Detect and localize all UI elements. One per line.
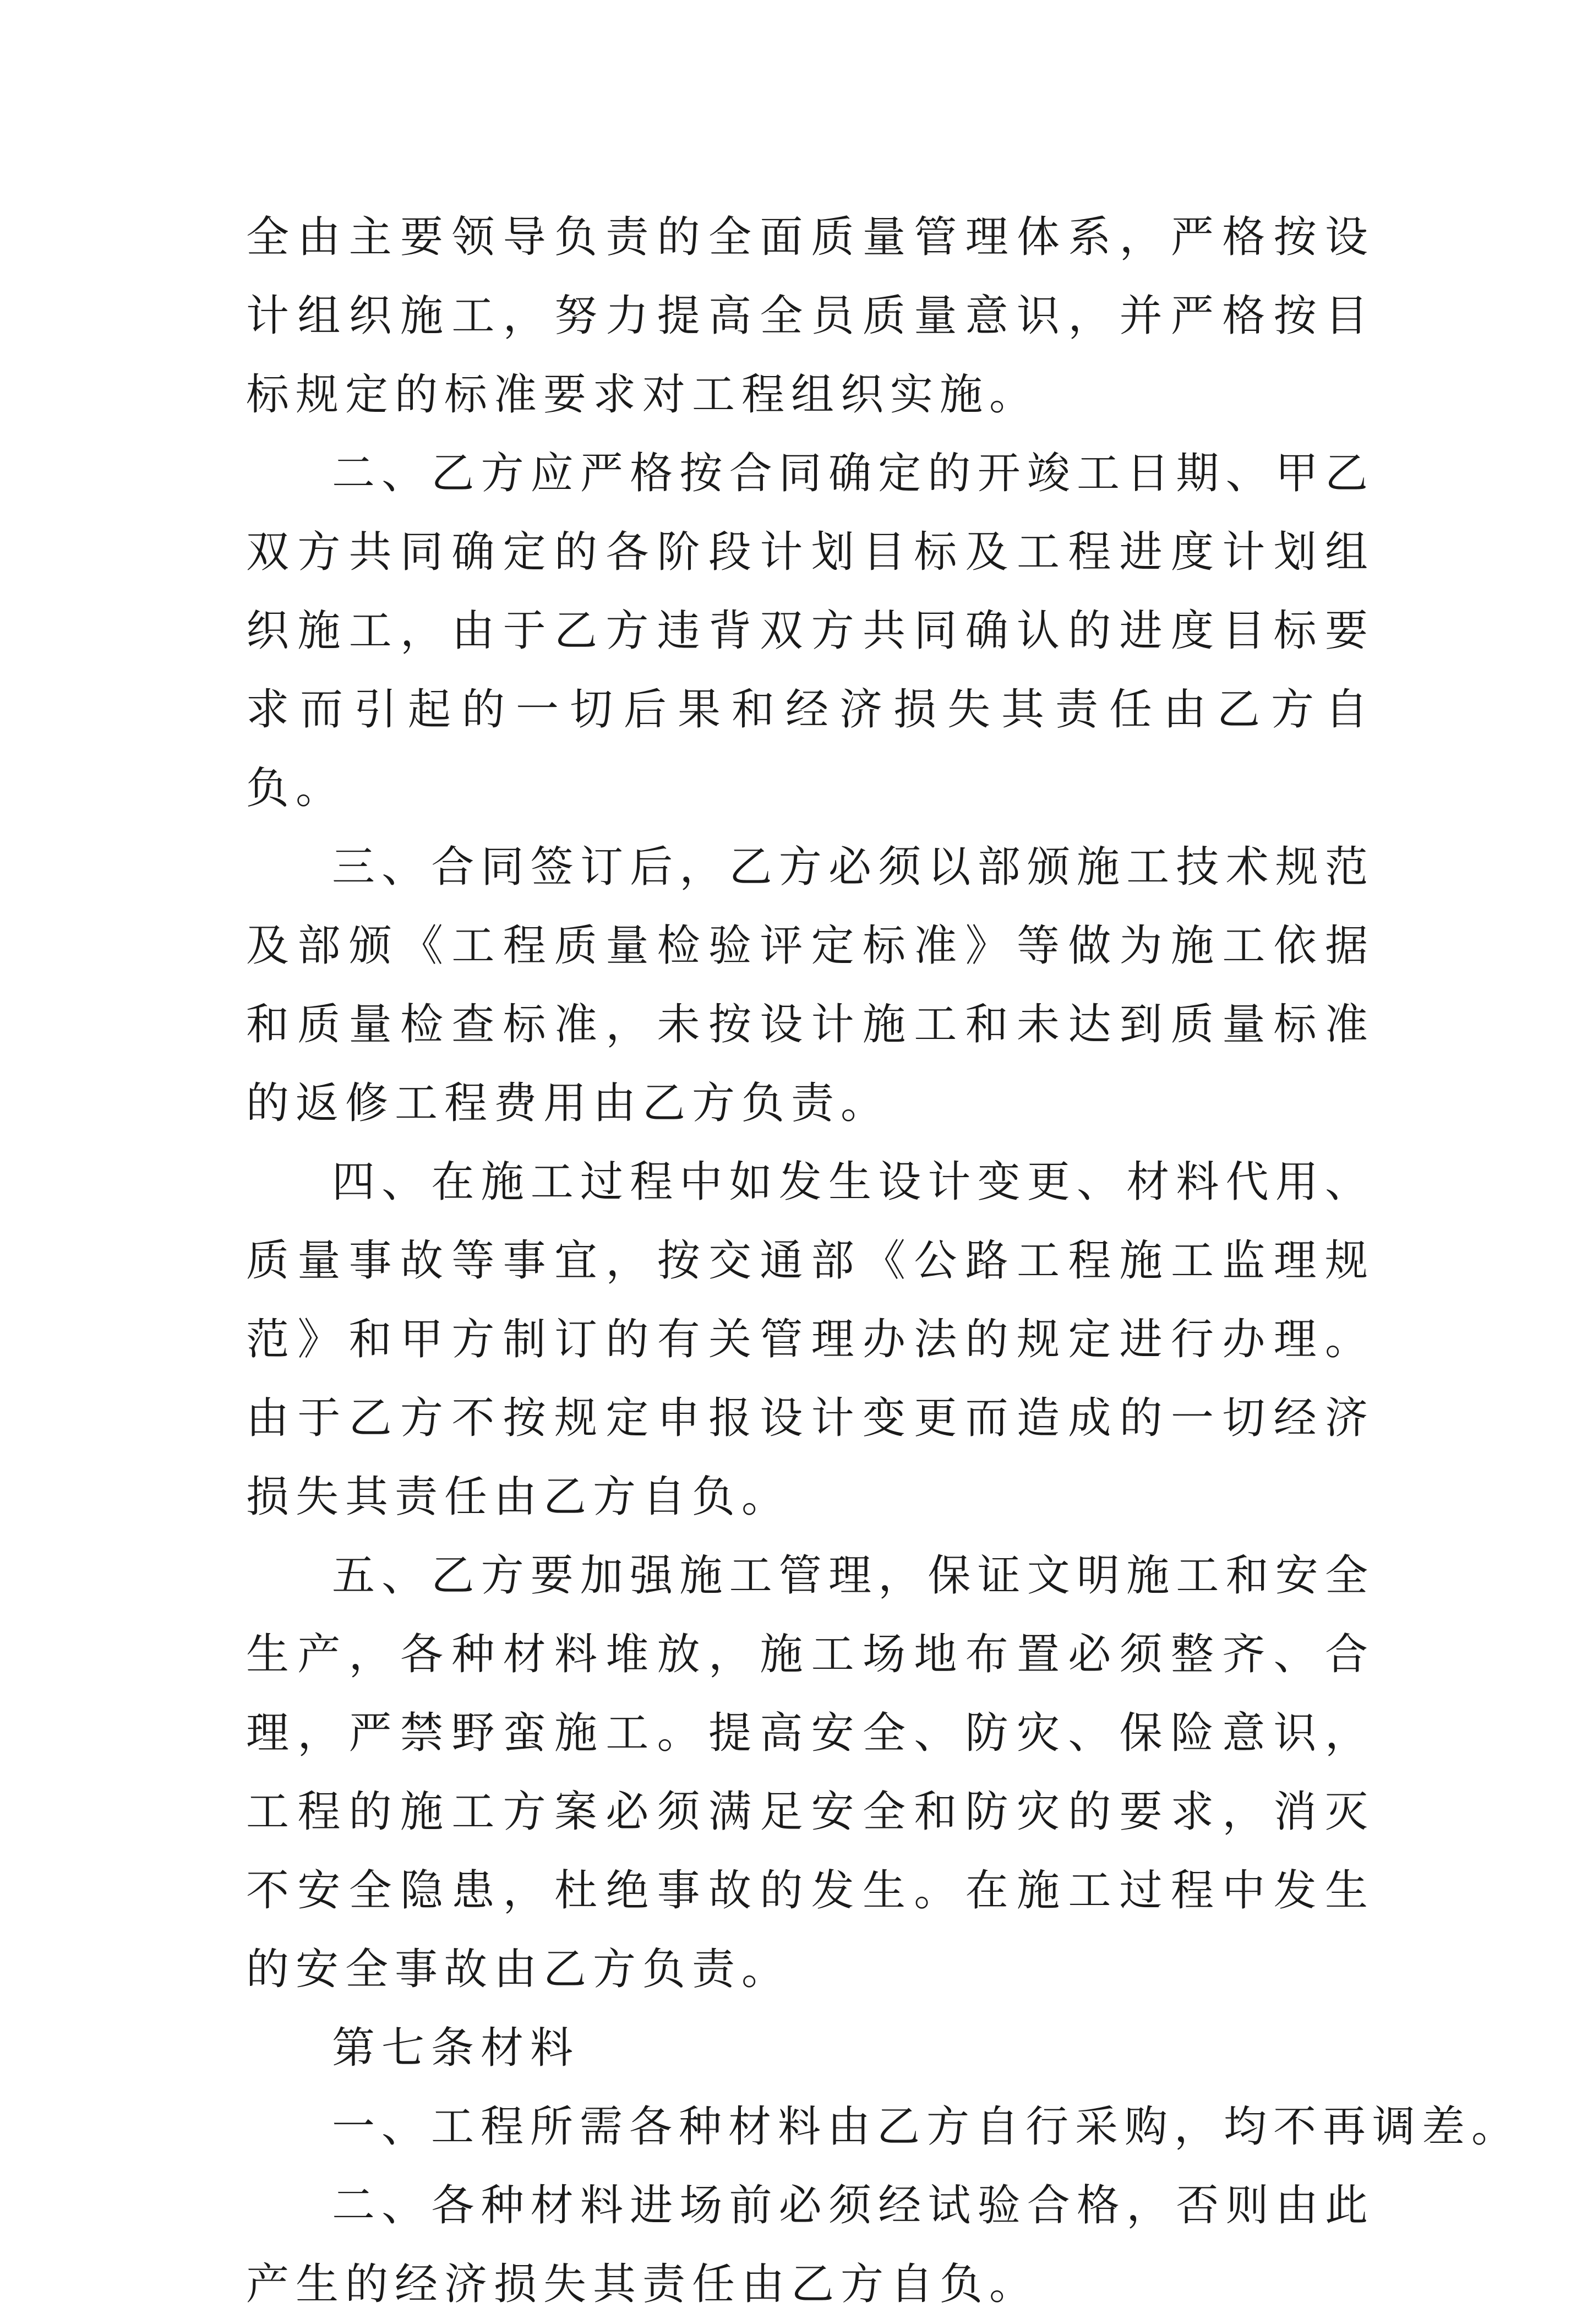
paragraph-clause-3-standards: 三、合同签订后，乙方必须以部颁施工技术规范及部颁《工程质量检验评定标准》等做为施工依据和质量检查标准，未按设计施工和未达到质量标准的返修工程费用由乙方负责。 [246,842,1374,1128]
paragraph-clause-2-schedule: 二、乙方应严格按合同确定的开竣工日期、甲乙双方共同确定的各阶段计划目标及工程进度计划组织施工，由于乙方违背双方共同确认的进度目标要求而引起的一切后果和经济损失其责任由乙方自负。 [246,449,1374,813]
document-body [246,198,1521,2324]
section-heading-article-7: 第七条材料 [332,2023,580,2073]
paragraph-material-1: 一、工程所需各种材料由乙方自行采购，均不再调差。 [332,2102,1521,2152]
paragraph-material-2: 二、各种材料进场前必须经试验合格，否则由此产生的经济损失其责任由乙方自负。 [246,2181,1374,2309]
paragraph-clause-4-design-change: 四、在施工过程中如发生设计变更、材料代用、质量事故等事宜，按交通部《公路工程施工监理规范》和甲方制订的有关管理办法的规定进行办理。由于乙方不按规定申报设计变更而造成的一切经济损失其责任由乙方自负。 [246,1157,1374,1522]
paragraph-quality-management: 全由主要领导负责的全面质量管理体系，严格按设计组织施工，努力提高全员质量意识，并严格按目标规定的标准要求对工程组织实施。 [246,213,1374,420]
paragraph-clause-5-safety: 五、乙方要加强施工管理，保证文明施工和安全生产，各种材料堆放，施工场地布置必须整齐、合理，严禁野蛮施工。提高安全、防灾、保险意识，工程的施工方案必须满足安全和防灾的要求，消灭不安全隐患，杜绝事故的发生。在施工过程中发生的安全事故由乙方负责。 [246,1551,1374,1994]
